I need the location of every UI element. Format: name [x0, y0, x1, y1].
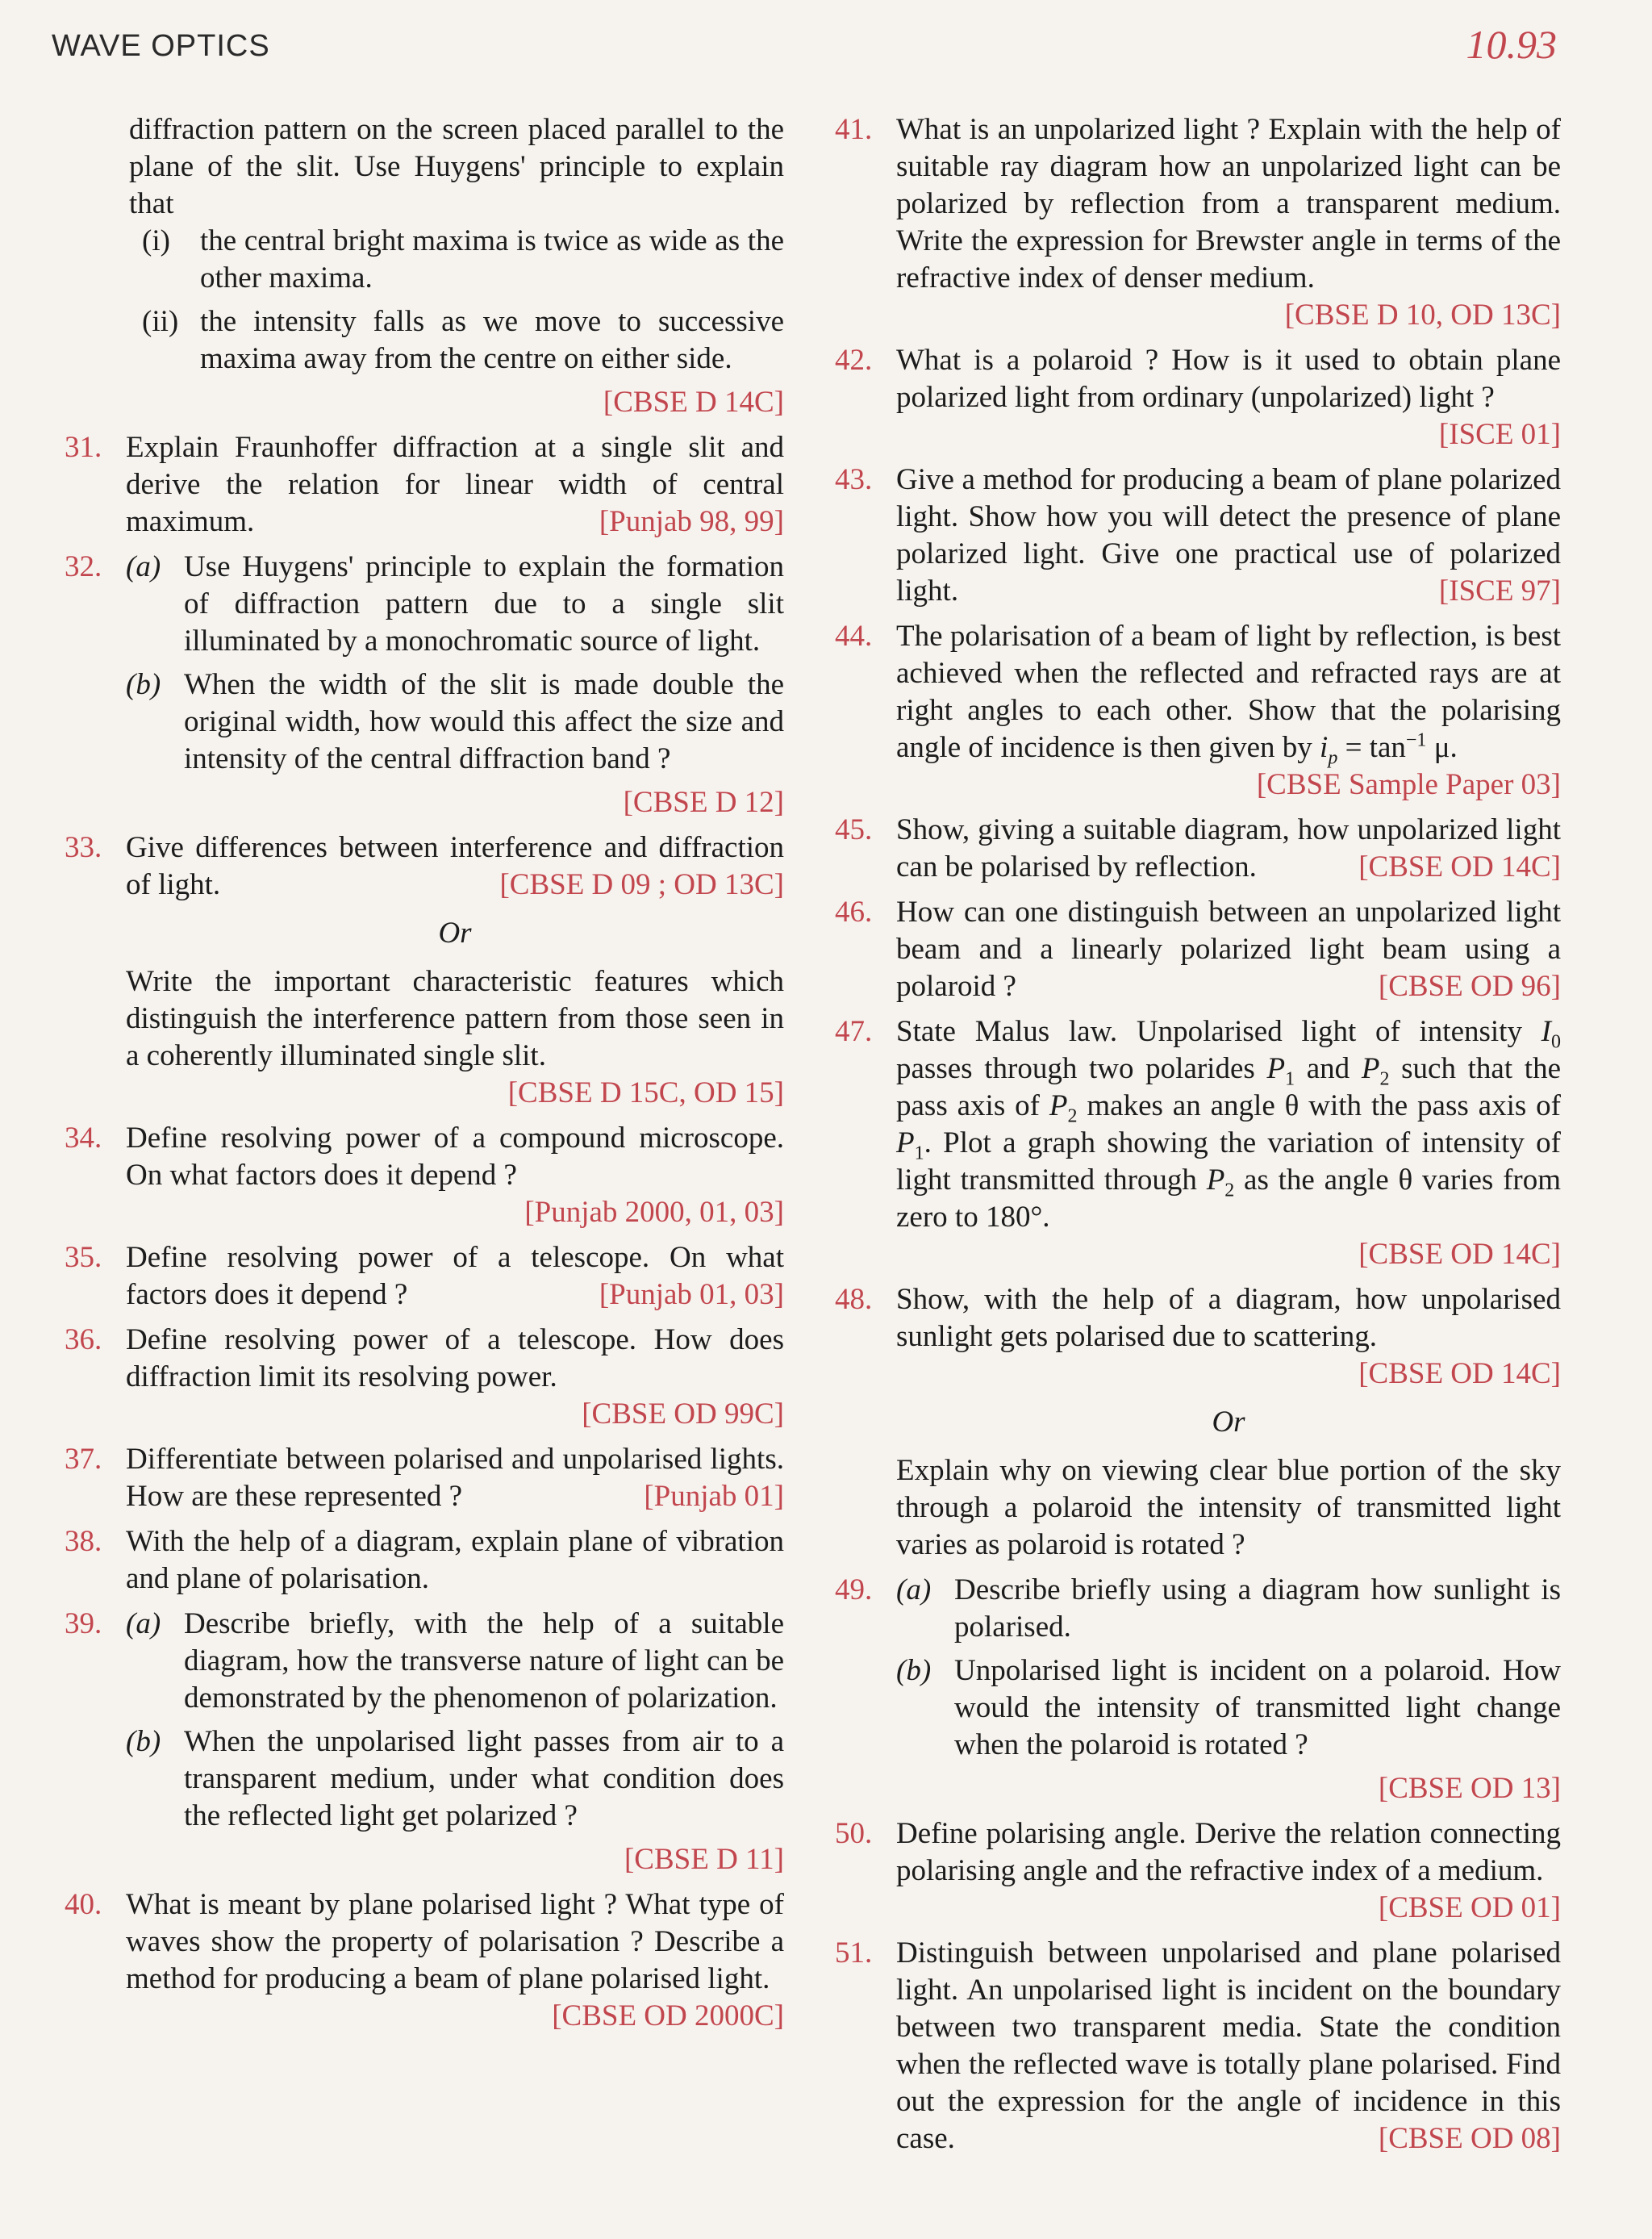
question-number: 44. — [835, 620, 873, 653]
sub-question-a — [126, 1606, 784, 1717]
question-47 — [835, 1013, 1561, 1273]
question-number: 40. — [65, 1888, 102, 1921]
question-number: 39. — [65, 1607, 102, 1640]
exam-reference: [CBSE OD 08] — [1378, 2122, 1561, 2155]
or-separator: Or — [438, 917, 472, 950]
sub-item-label: (ii) — [142, 305, 179, 338]
question-text: Explain Fraunhoffer diffraction at a single slit and derive the relation for linear width of central maximum. — [126, 431, 784, 538]
question-text: With the help of a diagram, explain plane of vibration and plane of polarisation. — [126, 1525, 784, 1595]
left-column — [65, 111, 784, 2043]
question-50 — [835, 1815, 1561, 1927]
question-text: Define polarising angle. Derive the relation connecting polarising angle and the refractive index of a medium. — [896, 1817, 1561, 1887]
question-number: 31. — [65, 431, 102, 464]
sub-question-label: (b) — [896, 1654, 932, 1687]
question-text: Distinguish between unpolarised and plane polarised light. An unpolarised light is incident on the boundary between two transparent media. State the condition when the reflected wave is totally plane polarised. Find out the expression for the angle of incidence in this case. — [896, 1936, 1561, 2155]
exam-reference: [CBSE D 14C] — [603, 386, 784, 419]
question-text: What is a polaroid ? How is it used to obtain plane polarized light from ordinary (unpolarized) light ? — [896, 344, 1561, 414]
exam-reference: [CBSE D 12] — [623, 786, 784, 819]
exam-reference: [Punjab 01, 03] — [599, 1278, 784, 1311]
question-42 — [835, 342, 1561, 453]
exam-reference: [Punjab 98, 99] — [599, 505, 784, 538]
question-number: 37. — [65, 1443, 102, 1476]
exam-reference: [CBSE OD 14C] — [1358, 850, 1561, 883]
question-number: 50. — [835, 1817, 873, 1850]
sub-question-a — [126, 549, 784, 660]
right-column — [835, 111, 1561, 2166]
question-35 — [65, 1239, 784, 1314]
question-43 — [835, 462, 1561, 610]
question-41 — [835, 111, 1561, 334]
exam-reference: [CBSE D 15C, OD 15] — [507, 1076, 784, 1109]
question-text: How can one distinguish between an unpolarized light beam and a linearly polarized light beam using a polaroid ? — [896, 896, 1561, 1003]
question-36 — [65, 1322, 784, 1433]
exam-reference: [CBSE OD 14C] — [1358, 1357, 1561, 1390]
exam-reference: [Punjab 01] — [644, 1480, 784, 1513]
question-number: 42. — [835, 344, 873, 377]
sub-item-text: the intensity falls as we move to successive maxima away from the centre on either side. — [200, 305, 784, 375]
question-31 — [65, 429, 784, 541]
question-number: 36. — [65, 1323, 102, 1356]
question-text: Show, giving a suitable diagram, how unpolarized light can be polarised by reflection. — [896, 813, 1561, 883]
sub-question-text: Use Huygens' principle to explain the formation of diffraction pattern due to a single slit illuminated by a monochromatic source of light. — [184, 550, 784, 658]
question-46 — [835, 894, 1561, 1005]
sub-question-label: (a) — [126, 1607, 161, 1640]
exam-reference: [CBSE OD 01] — [1378, 1891, 1561, 1924]
alternative-question-text: Write the important characteristic features which distinguish the interference pattern from those seen in a coherently illuminated single slit. — [126, 965, 784, 1072]
question-30-continued — [65, 111, 784, 421]
question-number: 51. — [835, 1936, 873, 1970]
exam-reference: [CBSE OD 2000C] — [552, 1999, 784, 2032]
question-number: 47. — [835, 1015, 873, 1048]
question-44 — [835, 618, 1561, 804]
question-text: Define resolving power of a telescope. On what factors does it depend ? — [126, 1241, 784, 1311]
question-number: 49. — [835, 1573, 873, 1606]
exam-reference: [CBSE D 11] — [624, 1843, 784, 1876]
question-number: 43. — [835, 463, 873, 496]
sub-question-text: When the width of the slit is made double the original width, how would this affect the size and intensity of the central diffraction band ? — [184, 668, 784, 775]
question-number: 48. — [835, 1283, 873, 1316]
sub-question-b — [896, 1652, 1561, 1764]
exam-reference: [CBSE OD 14C] — [1358, 1238, 1561, 1271]
sub-item-ii — [142, 303, 784, 378]
question-51 — [835, 1935, 1561, 2158]
exam-reference: [CBSE Sample Paper 03] — [1256, 768, 1561, 801]
question-text: Give a method for producing a beam of plane polarized light. Show how you will detect the presence of plane polarized light. Give one practical use of polarized light. — [896, 463, 1561, 608]
question-text: diffraction pattern on the screen placed parallel to the plane of the slit. Use Huygens' principle to explain that — [129, 113, 784, 220]
question-45 — [835, 812, 1561, 886]
equation: $i_p = \tan^{-1} \mu$. — [1320, 729, 1458, 769]
exam-reference: [CBSE OD 99C] — [582, 1397, 784, 1431]
sub-item-i — [142, 223, 784, 297]
sub-question-text: Describe briefly using a diagram how sunlight is polarised. — [954, 1573, 1561, 1644]
question-number: 34. — [65, 1122, 102, 1155]
exam-reference: [Punjab 2000, 01, 03] — [524, 1196, 784, 1229]
question-37 — [65, 1441, 784, 1515]
sub-question-a — [896, 1572, 1561, 1646]
question-text: Differentiate between polarised and unpolarised lights. How are these represented ? — [126, 1443, 784, 1513]
sub-question-b — [126, 1723, 784, 1835]
question-34 — [65, 1120, 784, 1231]
question-number: 32. — [65, 550, 102, 583]
question-text: What is meant by plane polarised light ? What type of waves show the property of polarisation ? Describe a method for producing a beam of plane polarised light. — [126, 1888, 784, 1995]
sub-question-b — [126, 666, 784, 778]
question-38 — [65, 1523, 784, 1598]
question-number: 45. — [835, 813, 873, 846]
sub-item-label: (i) — [142, 224, 170, 257]
question-text: Give differences between interference and diffraction of light. — [126, 831, 784, 901]
sub-item-text: the central bright maxima is twice as wide as the other maxima. — [200, 224, 784, 294]
exam-reference: [ISCE 97] — [1438, 574, 1561, 608]
question-text: Define resolving power of a compound microscope. On what factors does it depend ? — [126, 1122, 784, 1192]
question-number: 41. — [835, 113, 873, 146]
sub-question-text: Unpolarised light is incident on a polaroid. How would the intensity of transmitted light change when the polaroid is rotated ? — [954, 1654, 1561, 1761]
question-39 — [65, 1606, 784, 1878]
alternative-question-text: Explain why on viewing clear blue portion of the sky through a polaroid the intensity of transmitted light varies as polaroid is rotated ? — [896, 1454, 1561, 1561]
question-32 — [65, 549, 784, 821]
question-48 — [835, 1281, 1561, 1564]
exam-reference: [ISCE 01] — [1438, 418, 1561, 451]
question-text: Define resolving power of a telescope. How does diffraction limit its resolving power. — [126, 1323, 784, 1393]
exam-reference: [CBSE OD 96] — [1378, 970, 1561, 1003]
sub-question-label: (b) — [126, 668, 161, 701]
question-33 — [65, 829, 784, 1112]
page-number: 10.93 — [1466, 22, 1557, 67]
question-number: 46. — [835, 896, 873, 929]
question-40 — [65, 1886, 784, 2035]
sub-question-text: When the unpolarised light passes from air to a transparent medium, under what condition does the reflected light get polarized ? — [184, 1725, 784, 1832]
question-number: 38. — [65, 1525, 102, 1558]
question-text: State Malus law. Unpolarised light of intensity $I_0$ passes through two polarides $P_1$ and $P_2$ such that the pass axis of $P_2$ makes an angle θ with the pass axis of $P_1$. Plot a graph showing the variation of intensity of light transmitted through $P_2$ as the angle θ varies from zero to 180°. — [896, 1015, 1561, 1234]
question-text: Show, with the help of a diagram, how unpolarised sunlight gets polarised due to scattering. — [896, 1283, 1561, 1353]
exam-reference: [CBSE D 10, OD 13C] — [1284, 299, 1561, 332]
sub-question-text: Describe briefly, with the help of a suitable diagram, how the transverse nature of light can be demonstrated by the phenomenon of polarization. — [184, 1607, 784, 1715]
sub-question-label: (a) — [896, 1573, 932, 1606]
exam-reference: [CBSE OD 13] — [1378, 1772, 1561, 1805]
question-number: 35. — [65, 1241, 102, 1274]
question-number: 33. — [65, 831, 102, 864]
question-text: The polarisation of a beam of light by reflection, is best achieved when the reflected and refracted rays are at right angles to each other. Show that the polarising angle of incidence is then given by — [896, 620, 1561, 764]
chapter-title: WAVE OPTICS — [52, 29, 270, 63]
sub-question-label: (b) — [126, 1725, 161, 1758]
sub-question-label: (a) — [126, 550, 161, 583]
or-separator: Or — [1212, 1406, 1245, 1439]
exam-reference: [CBSE D 09 ; OD 13C] — [499, 868, 784, 901]
question-49 — [835, 1572, 1561, 1807]
question-text: What is an unpolarized light ? Explain with the help of suitable ray diagram how an unpolarized light can be polarized by reflection from a transparent medium. Write the expression for Brewster angle in terms of the refractive index of denser medium. — [896, 113, 1561, 294]
